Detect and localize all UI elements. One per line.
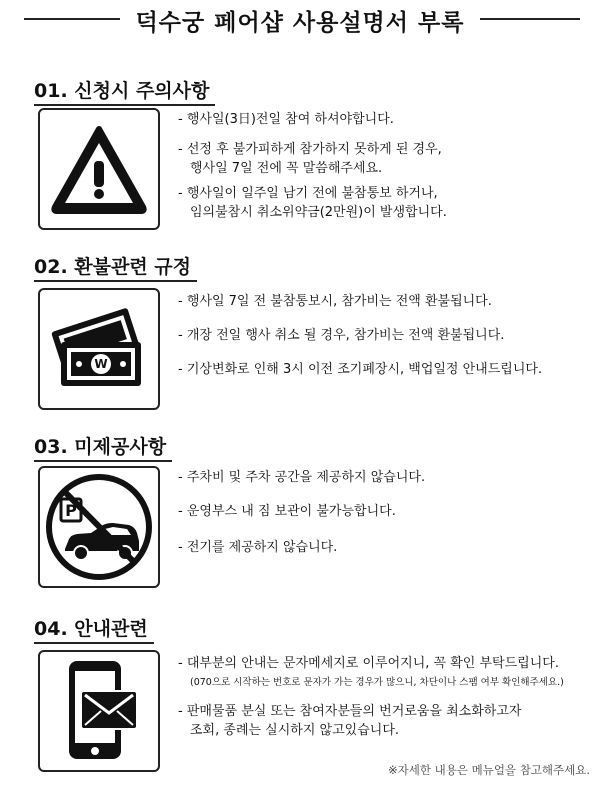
no-parking-icon <box>38 466 160 588</box>
list-item: - 기상변화로 인해 3시 이전 조기폐장시, 백업일정 안내드립니다. <box>178 362 543 377</box>
section-title: 01. 신청시 주의사항 <box>34 78 215 106</box>
page-header <box>0 4 600 34</box>
section-title: 03. 미제공사항 <box>34 434 172 462</box>
list-item: - 선정 후 불가피하게 참가하지 못하게 된 경우, 행사일 7일 전에 꼭 말씀해주세요. <box>178 142 442 176</box>
section-title: 04. 안내관련 <box>34 616 154 644</box>
section-header <box>34 254 197 284</box>
list-item: - 주차비 및 주차 공간을 제공하지 않습니다. <box>178 470 426 485</box>
list-item: - 개장 전일 행사 취소 될 경우, 참가비는 전액 환불됩니다. <box>178 328 505 343</box>
list-item-note: (070으로 시작하는 번호로 문자가 가는 경우가 많으니, 차단이나 스팸 여부 확인해주세요.) <box>190 677 564 688</box>
page-title: 덕수궁 페어샵 사용설명서 부록 <box>135 10 465 36</box>
list-item: - 대부분의 안내는 문자메세지로 이루어지니, 꼭 확인 부탁드립니다. <box>178 656 559 671</box>
section-title: 02. 환불관련 규정 <box>34 254 197 282</box>
money-icon <box>38 288 160 410</box>
list-item: - 행사일이 일주일 남기 전에 불참통보 하거나, 임의불참시 취소위약금(2만원)이 발생합니다. <box>178 186 447 220</box>
title-rule-right <box>480 18 580 20</box>
section-header <box>34 616 154 646</box>
footnote: ※자세한 내용은 메뉴얼을 참고해주세요. <box>388 763 590 777</box>
list-item: - 행사일(3日)전일 참여 하셔야합니다. <box>178 112 394 127</box>
warning-icon <box>38 108 160 230</box>
section-header <box>34 434 172 464</box>
title-rule-left <box>24 18 120 20</box>
phone-message-icon <box>38 650 160 772</box>
svg-text:P: P <box>65 501 77 520</box>
svg-text:W: W <box>94 357 108 371</box>
list-item: - 전기를 제공하지 않습니다. <box>178 540 338 555</box>
list-item: - 판매물품 분실 또는 참여자분들의 번거로움을 최소화하고자 조회, 종례는 실시하지 않고있습니다. <box>178 704 522 738</box>
list-item: - 행사일 7일 전 불참통보시, 참가비는 전액 환불됩니다. <box>178 294 492 309</box>
list-item: - 운영부스 내 짐 보관이 불가능합니다. <box>178 504 396 519</box>
section-header <box>34 78 215 108</box>
